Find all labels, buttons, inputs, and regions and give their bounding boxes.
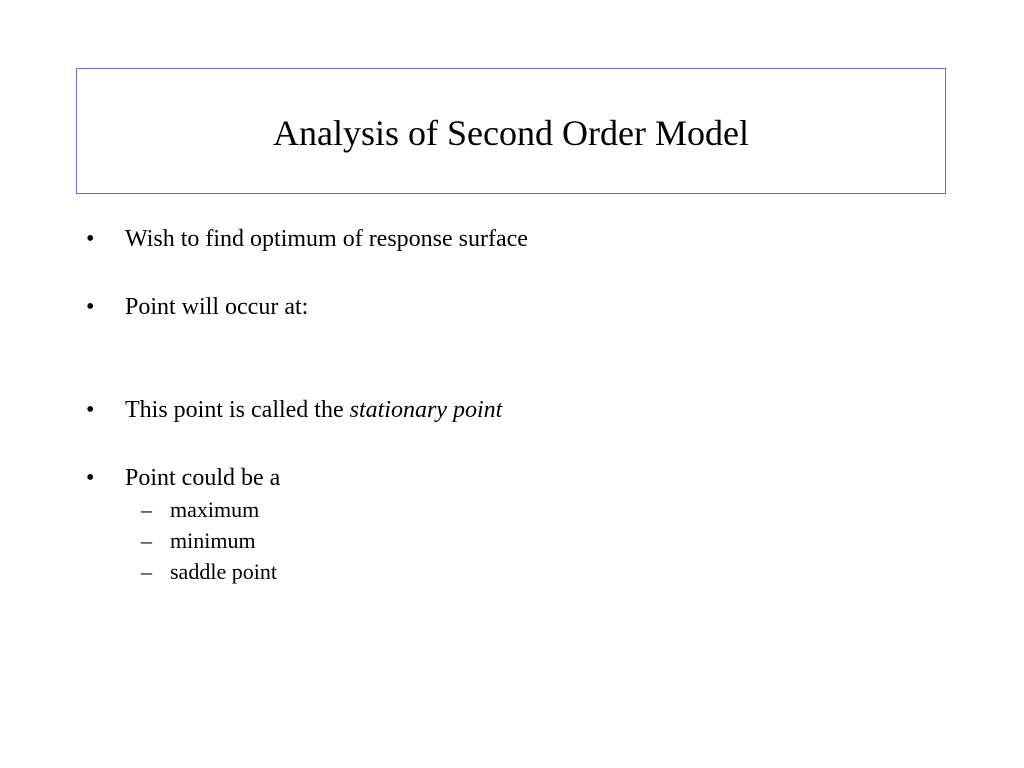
bullet-item-stationary xyxy=(86,396,502,424)
bullet-item-point-occur xyxy=(86,293,308,321)
sub-marker: – xyxy=(141,528,152,553)
bullet-text: Wish to find optimum of response surface xyxy=(125,226,528,252)
sub-marker: – xyxy=(141,497,152,522)
title-box xyxy=(76,68,946,194)
sub-text: minimum xyxy=(170,528,256,553)
sub-item-minimum xyxy=(141,529,256,553)
bullet-text: Point will occur at: xyxy=(125,294,309,320)
bullet-marker: • xyxy=(86,397,95,423)
slide-title: Analysis of Second Order Model xyxy=(273,113,749,153)
bullet-item-could-be xyxy=(86,464,280,492)
bullet-marker: • xyxy=(86,465,95,491)
sub-item-maximum xyxy=(141,498,259,522)
sub-text: maximum xyxy=(170,497,260,522)
bullet-text: This point is called the xyxy=(125,397,350,423)
bullet-item-optimum xyxy=(86,225,528,253)
bullet-marker: • xyxy=(86,226,95,252)
sub-text: saddle point xyxy=(170,559,277,584)
sub-item-saddle-point xyxy=(141,560,277,584)
bullet-marker: • xyxy=(86,294,95,320)
bullet-text: Point could be a xyxy=(125,465,281,491)
sub-marker: – xyxy=(141,559,152,584)
bullet-emphasis: stationary point xyxy=(349,397,503,423)
